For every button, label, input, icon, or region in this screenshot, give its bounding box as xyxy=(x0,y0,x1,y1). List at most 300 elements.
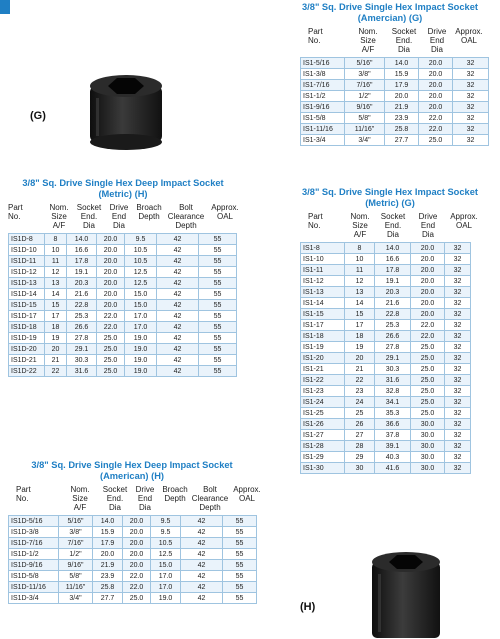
col-header: Part No. xyxy=(8,203,23,222)
table-cell: 27.7 xyxy=(93,593,123,604)
col-header: Nom. Size A/F xyxy=(350,212,370,240)
table-cell: 11/16" xyxy=(345,124,385,135)
table-cell: 29.1 xyxy=(375,353,411,364)
part-number-cell: IS1D-19 xyxy=(9,333,45,344)
table-cell: 32 xyxy=(453,102,489,113)
table-cell: 9/16" xyxy=(59,560,93,571)
col-header: Nom. Size A/F xyxy=(70,485,90,513)
table-cell: 20.0 xyxy=(97,256,125,267)
table-row xyxy=(9,333,237,344)
table-cell: 41.6 xyxy=(375,463,411,474)
table-header xyxy=(300,212,480,242)
table-cell: 42 xyxy=(181,560,223,571)
table-cell: 20.0 xyxy=(97,300,125,311)
part-number-cell: IS1D-13 xyxy=(9,278,45,289)
table-cell: 8 xyxy=(45,234,67,245)
table-cell: 9/16" xyxy=(345,102,385,113)
part-number-cell: IS1D-17 xyxy=(9,311,45,322)
table-cell: 20.0 xyxy=(123,538,151,549)
table-row xyxy=(301,452,471,463)
table-cell: 32 xyxy=(445,386,471,397)
table-cell: 5/8" xyxy=(345,113,385,124)
table-cell: 11/16" xyxy=(59,582,93,593)
table-row xyxy=(9,256,237,267)
table-cell: 15 xyxy=(45,300,67,311)
table-cell: 30.0 xyxy=(411,441,445,452)
table-cell: 42 xyxy=(157,234,199,245)
table-cell: 10.5 xyxy=(125,256,157,267)
table-cell: 1/2" xyxy=(345,91,385,102)
table-cell: 20.0 xyxy=(419,58,453,69)
table-cell: 31.6 xyxy=(67,366,97,377)
table-cell: 25 xyxy=(345,408,375,419)
table-cell: 16.6 xyxy=(67,245,97,256)
table-cell: 19.0 xyxy=(125,333,157,344)
table-cell: 22.0 xyxy=(123,571,151,582)
table-cell: 42 xyxy=(157,278,199,289)
table-cell: 55 xyxy=(199,344,237,355)
table-row xyxy=(301,298,471,309)
table-row xyxy=(301,331,471,342)
part-number-cell: IS1D-20 xyxy=(9,344,45,355)
table-cell: 20.0 xyxy=(411,298,445,309)
part-number-cell: IS1-5/8 xyxy=(301,113,345,124)
col-header: Part No. xyxy=(308,27,323,46)
col-header: Socket End. Dia xyxy=(391,27,417,55)
part-number-cell: IS1D-1/2 xyxy=(9,549,59,560)
table-row xyxy=(9,582,257,593)
table-row xyxy=(301,80,489,91)
socket-h-label: (H) xyxy=(300,601,316,613)
table-cell: 55 xyxy=(199,267,237,278)
part-number-cell: IS1D-15 xyxy=(9,300,45,311)
table-cell: 19.0 xyxy=(125,366,157,377)
table-cell: 3/4" xyxy=(345,135,385,146)
table-cell: 32 xyxy=(445,331,471,342)
table-cell: 20.0 xyxy=(411,243,445,254)
part-number-cell: IS1D-8 xyxy=(9,234,45,245)
table-cell: 20.0 xyxy=(97,278,125,289)
table-cell: 23 xyxy=(345,386,375,397)
table-cell: 32 xyxy=(445,375,471,386)
table-metric-g-section xyxy=(300,187,480,474)
part-number-cell: IS1-3/4 xyxy=(301,135,345,146)
table-cell: 24 xyxy=(345,397,375,408)
table-cell: 22.0 xyxy=(411,320,445,331)
table-cell: 35.3 xyxy=(375,408,411,419)
part-number-cell: IS1-11 xyxy=(301,265,345,276)
part-number-cell: IS1-27 xyxy=(301,430,345,441)
table-cell: 32 xyxy=(445,408,471,419)
table-cell: 7/16" xyxy=(59,538,93,549)
table-cell: 39.1 xyxy=(375,441,411,452)
table-cell: 42 xyxy=(157,333,199,344)
table-row xyxy=(301,441,471,452)
table-cell: 42 xyxy=(181,582,223,593)
table-cell: 16.6 xyxy=(375,254,411,265)
table-cell: 20.0 xyxy=(419,69,453,80)
table-cell: 20.0 xyxy=(97,234,125,245)
table-cell: 14 xyxy=(345,298,375,309)
table-cell: 27.8 xyxy=(67,333,97,344)
table-cell: 31.6 xyxy=(375,375,411,386)
table-deep-american-h-section xyxy=(8,460,261,604)
part-number-cell: IS1-30 xyxy=(301,463,345,474)
col-header: Bolt Clearance Depth xyxy=(191,485,229,513)
table-row xyxy=(301,124,489,135)
spec-table xyxy=(300,57,489,146)
table-cell: 32 xyxy=(453,91,489,102)
page-corner-tab xyxy=(0,0,10,14)
table-cell: 32 xyxy=(445,287,471,298)
table-cell: 19.0 xyxy=(125,355,157,366)
table-cell: 30.0 xyxy=(411,463,445,474)
table-cell: 17.0 xyxy=(125,322,157,333)
col-header: Drive End Dia xyxy=(427,27,447,55)
table-cell: 21.9 xyxy=(385,102,419,113)
table-cell: 17.0 xyxy=(151,571,181,582)
table-cell: 32 xyxy=(445,342,471,353)
table-cell: 3/8" xyxy=(59,527,93,538)
table-row xyxy=(301,463,471,474)
table-cell: 20.3 xyxy=(67,278,97,289)
table-cell: 1/2" xyxy=(59,549,93,560)
table-cell: 55 xyxy=(199,355,237,366)
table-cell: 20 xyxy=(345,353,375,364)
table-cell: 18 xyxy=(345,331,375,342)
part-number-cell: IS1D-5/8 xyxy=(9,571,59,582)
table-cell: 32 xyxy=(445,397,471,408)
table-cell: 15 xyxy=(345,309,375,320)
table-cell: 5/16" xyxy=(59,516,93,527)
table-cell: 55 xyxy=(223,538,257,549)
col-header: Broach Depth xyxy=(162,485,188,504)
table-cell: 32 xyxy=(445,419,471,430)
table-cell: 19.1 xyxy=(375,276,411,287)
table-row xyxy=(9,527,257,538)
table-cell: 15.9 xyxy=(93,527,123,538)
table-cell: 10 xyxy=(45,245,67,256)
table-cell: 32 xyxy=(453,69,489,80)
table-cell: 20.0 xyxy=(411,265,445,276)
table-cell: 25.0 xyxy=(411,342,445,353)
table-cell: 25.8 xyxy=(93,582,123,593)
table-cell: 55 xyxy=(199,245,237,256)
table-cell: 55 xyxy=(223,593,257,604)
table-cell: 25.0 xyxy=(97,333,125,344)
table-cell: 55 xyxy=(223,571,257,582)
table-cell: 15.9 xyxy=(385,69,419,80)
col-header: Part No. xyxy=(16,485,31,504)
table-cell: 25.0 xyxy=(411,375,445,386)
part-number-cell: IS1-22 xyxy=(301,375,345,386)
table-row xyxy=(9,300,237,311)
table-cell: 55 xyxy=(199,311,237,322)
table-cell: 25.0 xyxy=(97,355,125,366)
part-number-cell: IS1-14 xyxy=(301,298,345,309)
table-header xyxy=(300,27,483,57)
table-row xyxy=(301,309,471,320)
spec-table xyxy=(8,515,257,604)
part-number-cell: IS1D-22 xyxy=(9,366,45,377)
part-number-cell: IS1-26 xyxy=(301,419,345,430)
table-cell: 18 xyxy=(45,322,67,333)
part-number-cell: IS1D-10 xyxy=(9,245,45,256)
part-number-cell: IS1-15 xyxy=(301,309,345,320)
table-cell: 25.0 xyxy=(97,366,125,377)
table-row xyxy=(9,560,257,571)
table-row xyxy=(9,289,237,300)
col-header: Socket End. Dia xyxy=(380,212,406,240)
table-cell: 23.9 xyxy=(93,571,123,582)
table-cell: 55 xyxy=(199,278,237,289)
table-cell: 9.5 xyxy=(151,527,181,538)
table-cell: 27.7 xyxy=(385,135,419,146)
table-cell: 26.6 xyxy=(375,331,411,342)
table-cell: 20.0 xyxy=(123,516,151,527)
table-cell: 17.9 xyxy=(385,80,419,91)
table-cell: 20.0 xyxy=(419,102,453,113)
table-cell: 19.0 xyxy=(125,344,157,355)
table-cell: 17.0 xyxy=(151,582,181,593)
table-cell: 17.9 xyxy=(93,538,123,549)
table-row xyxy=(301,353,471,364)
part-number-cell: IS1-20 xyxy=(301,353,345,364)
table-cell: 32 xyxy=(445,309,471,320)
table-cell: 42 xyxy=(157,267,199,278)
table-cell: 22.0 xyxy=(411,331,445,342)
table-cell: 42 xyxy=(181,516,223,527)
table-cell: 32 xyxy=(445,441,471,452)
table-cell: 40.3 xyxy=(375,452,411,463)
part-number-cell: IS1D-5/16 xyxy=(9,516,59,527)
table-row xyxy=(301,113,489,124)
table-cell: 11 xyxy=(345,265,375,276)
table-cell: 17.0 xyxy=(125,311,157,322)
table-cell: 42 xyxy=(157,344,199,355)
table-row xyxy=(301,243,471,254)
table-cell: 55 xyxy=(199,366,237,377)
part-number-cell: IS1-29 xyxy=(301,452,345,463)
col-header: Socket End. Dia xyxy=(76,203,102,231)
table-cell: 55 xyxy=(199,256,237,267)
table-cell: 22.8 xyxy=(375,309,411,320)
table-cell: 42 xyxy=(181,593,223,604)
part-number-cell: IS1D-9/16 xyxy=(9,560,59,571)
table-row xyxy=(9,278,237,289)
table-row xyxy=(301,419,471,430)
part-number-cell: IS1-24 xyxy=(301,397,345,408)
table-cell: 42 xyxy=(157,245,199,256)
table-title: 3/8" Sq. Drive Single Hex Impact Socket (Metric) (G) xyxy=(302,187,478,208)
table-cell: 32 xyxy=(445,298,471,309)
col-header: Nom. Size A/F xyxy=(358,27,378,55)
table-title: 3/8" Sq. Drive Single Hex Deep Impact Socket (American) (H) xyxy=(31,460,233,481)
table-cell: 42 xyxy=(157,256,199,267)
part-number-cell: IS1D-7/16 xyxy=(9,538,59,549)
col-header: Approx. OAL xyxy=(455,27,483,46)
table-row xyxy=(301,135,489,146)
table-cell: 20.0 xyxy=(385,91,419,102)
table-cell: 14.0 xyxy=(93,516,123,527)
table-row xyxy=(301,287,471,298)
table-row xyxy=(301,276,471,287)
table-title: 3/8" Sq. Drive Single Hex Impact Socket (Amercian) (G) xyxy=(302,2,478,23)
part-number-cell: IS1D-14 xyxy=(9,289,45,300)
col-header: Approx. OAL xyxy=(211,203,239,222)
col-header: Broach Depth xyxy=(136,203,162,222)
table-cell: 26 xyxy=(345,419,375,430)
table-cell: 20.0 xyxy=(411,287,445,298)
table-cell: 14 xyxy=(45,289,67,300)
table-cell: 15.0 xyxy=(125,300,157,311)
socket-g-label: (G) xyxy=(30,110,46,122)
part-number-cell: IS1-8 xyxy=(301,243,345,254)
table-cell: 32 xyxy=(445,265,471,276)
table-cell: 27.8 xyxy=(375,342,411,353)
table-cell: 20.0 xyxy=(419,80,453,91)
table-cell: 13 xyxy=(45,278,67,289)
table-cell: 37.8 xyxy=(375,430,411,441)
table-cell: 32 xyxy=(445,430,471,441)
table-cell: 12.5 xyxy=(125,278,157,289)
table-cell: 19.1 xyxy=(67,267,97,278)
table-cell: 28 xyxy=(345,441,375,452)
table-row xyxy=(301,375,471,386)
table-cell: 7/16" xyxy=(345,80,385,91)
table-cell: 14.0 xyxy=(67,234,97,245)
table-cell: 25.0 xyxy=(411,364,445,375)
table-cell: 20.0 xyxy=(97,289,125,300)
table-cell: 20.0 xyxy=(123,549,151,560)
table-cell: 10.5 xyxy=(151,538,181,549)
table-cell: 23.9 xyxy=(385,113,419,124)
table-cell: 32 xyxy=(445,320,471,331)
impact-socket-h-image xyxy=(364,548,448,638)
table-cell: 42 xyxy=(181,527,223,538)
spec-table xyxy=(300,242,471,474)
table-cell: 30.0 xyxy=(411,430,445,441)
col-header: Nom. Size A/F xyxy=(49,203,69,231)
table-cell: 19 xyxy=(345,342,375,353)
table-cell: 42 xyxy=(157,289,199,300)
table-cell: 32 xyxy=(445,254,471,265)
table-cell: 17 xyxy=(345,320,375,331)
table-cell: 25.3 xyxy=(375,320,411,331)
table-row xyxy=(9,311,237,322)
table-deep-metric-h-section xyxy=(8,178,248,377)
table-cell: 22.8 xyxy=(67,300,97,311)
part-number-cell: IS1-9/16 xyxy=(301,102,345,113)
col-header: Part No. xyxy=(308,212,323,231)
table-row xyxy=(9,571,257,582)
table-cell: 55 xyxy=(223,516,257,527)
table-cell: 30.3 xyxy=(375,364,411,375)
table-cell: 21 xyxy=(45,355,67,366)
spec-table xyxy=(8,233,237,377)
table-row xyxy=(301,69,489,80)
table-cell: 20.0 xyxy=(411,254,445,265)
table-cell: 20.3 xyxy=(375,287,411,298)
table-cell: 22.0 xyxy=(97,311,125,322)
table-row xyxy=(9,245,237,256)
table-cell: 55 xyxy=(223,527,257,538)
table-cell: 8 xyxy=(345,243,375,254)
col-header: Approx. OAL xyxy=(450,212,478,231)
table-cell: 32 xyxy=(445,364,471,375)
table-cell: 55 xyxy=(199,289,237,300)
table-cell: 55 xyxy=(199,300,237,311)
table-cell: 17 xyxy=(45,311,67,322)
table-cell: 42 xyxy=(157,300,199,311)
table-cell: 25.3 xyxy=(67,311,97,322)
table-cell: 32 xyxy=(445,463,471,474)
table-cell: 42 xyxy=(181,571,223,582)
part-number-cell: IS1-23 xyxy=(301,386,345,397)
table-cell: 22.0 xyxy=(123,582,151,593)
table-cell: 3/8" xyxy=(345,69,385,80)
table-cell: 9.5 xyxy=(151,516,181,527)
table-row xyxy=(9,267,237,278)
table-cell: 32 xyxy=(453,135,489,146)
part-number-cell: IS1-5/16 xyxy=(301,58,345,69)
table-cell: 32 xyxy=(453,124,489,135)
part-number-cell: IS1D-11/16 xyxy=(9,582,59,593)
table-cell: 20.0 xyxy=(123,527,151,538)
table-row xyxy=(301,320,471,331)
table-cell: 12.5 xyxy=(125,267,157,278)
table-cell: 42 xyxy=(181,538,223,549)
part-number-cell: IS1D-12 xyxy=(9,267,45,278)
table-cell: 20.0 xyxy=(97,267,125,278)
part-number-cell: IS1D-3/4 xyxy=(9,593,59,604)
table-row xyxy=(9,344,237,355)
table-cell: 20.0 xyxy=(411,276,445,287)
table-cell: 21.6 xyxy=(67,289,97,300)
table-cell: 25.0 xyxy=(97,344,125,355)
table-row xyxy=(301,430,471,441)
table-cell: 27 xyxy=(345,430,375,441)
table-cell: 25.0 xyxy=(123,593,151,604)
table-cell: 55 xyxy=(199,333,237,344)
table-row xyxy=(301,254,471,265)
part-number-cell: IS1-1/2 xyxy=(301,91,345,102)
table-cell: 17.8 xyxy=(375,265,411,276)
table-row xyxy=(9,234,237,245)
table-cell: 14.0 xyxy=(375,243,411,254)
table-cell: 42 xyxy=(181,549,223,560)
col-header: Drive End Dia xyxy=(109,203,129,231)
table-cell: 25.0 xyxy=(411,408,445,419)
table-cell: 30.0 xyxy=(411,452,445,463)
part-number-cell: IS1-12 xyxy=(301,276,345,287)
table-row xyxy=(9,355,237,366)
table-cell: 32 xyxy=(445,243,471,254)
part-number-cell: IS1-21 xyxy=(301,364,345,375)
col-header: Socket End. Dia xyxy=(102,485,128,513)
table-cell: 13 xyxy=(345,287,375,298)
table-cell: 20.0 xyxy=(419,91,453,102)
table-cell: 30.3 xyxy=(67,355,97,366)
table-cell: 32 xyxy=(445,452,471,463)
table-row xyxy=(301,408,471,419)
table-cell: 26.6 xyxy=(67,322,97,333)
table-cell: 17.8 xyxy=(67,256,97,267)
table-cell: 29 xyxy=(345,452,375,463)
table-cell: 19 xyxy=(45,333,67,344)
table-cell: 20.0 xyxy=(93,549,123,560)
table-row xyxy=(301,397,471,408)
